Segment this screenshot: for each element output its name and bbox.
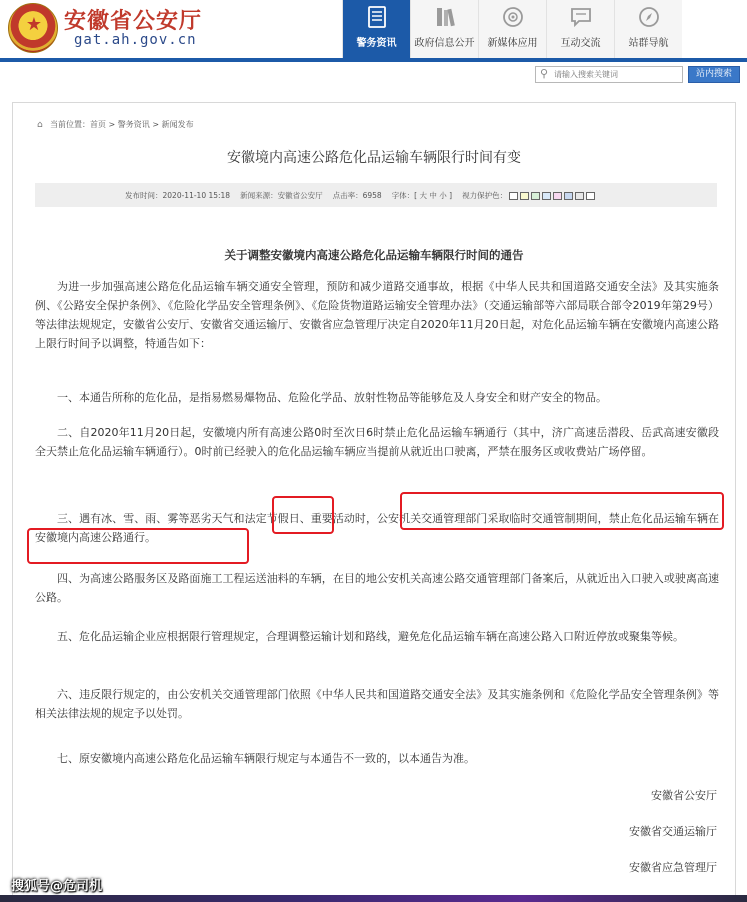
chat-bubble-icon — [569, 5, 593, 29]
nav-item-new-media[interactable] — [478, 0, 546, 58]
nav-item-interaction[interactable] — [546, 0, 614, 58]
nav-label: 站群导航 — [628, 38, 669, 49]
nav-item-site-nav[interactable] — [614, 0, 682, 58]
media-circle-icon — [501, 5, 525, 29]
signature-public-security: 安徽省公安厅 — [651, 789, 717, 802]
signature-transport: 安徽省交通运输厅 — [629, 825, 717, 838]
eye-protect-label: 视力保护色： — [462, 191, 508, 200]
breadcrumb-prefix: 当前位置： — [50, 120, 90, 129]
notice-title: 关于调整安徽境内高速公路危化品运输车辆限行时间的通告 — [224, 248, 524, 262]
watermark-text: 搜狐号@危司机 — [11, 879, 103, 894]
article-title: 安徽境内高速公路危化品运输车辆限行时间有变 — [227, 150, 521, 166]
police-emblem-logo[interactable] — [8, 3, 58, 53]
breadcrumb — [37, 119, 194, 130]
color-swatch[interactable] — [542, 192, 551, 200]
color-swatch[interactable] — [586, 192, 595, 200]
star-icon: ★ — [25, 14, 43, 35]
search-icon: ⚲ — [540, 67, 549, 80]
main-nav — [342, 0, 682, 58]
article-paragraph-7: 七、原安徽境内高速公路危化品运输车辆限行规定与本通告不一致的，以本通告为准。 — [57, 752, 475, 765]
breadcrumb-path[interactable]: 首页 > 警务资讯 > 新闻发布 — [90, 120, 194, 129]
publish-time: 发布时间：2020-11-10 15:18 — [125, 191, 231, 200]
color-swatch[interactable] — [575, 192, 584, 200]
header-divider — [0, 58, 747, 62]
signature-emergency: 安徽省应急管理厅 — [629, 861, 717, 874]
nav-label: 警务资讯 — [356, 38, 397, 49]
article-meta-bar — [35, 183, 717, 207]
books-icon — [433, 5, 457, 29]
font-size-switcher[interactable]: 字体：[ 大 中 小 ] — [391, 191, 453, 200]
news-document-icon — [365, 5, 389, 29]
highlight-box-holiday — [272, 496, 334, 534]
nav-label: 政府信息公开 — [414, 38, 475, 49]
site-header — [0, 0, 747, 58]
article-paragraph-1: 一、本通告所称的危化品，是指易燃易爆物品、危险化学品、放射性物品等能够危及人身安全和财产安全的物品。 — [57, 391, 607, 404]
nav-item-gov-info[interactable] — [410, 0, 478, 58]
color-swatch[interactable] — [520, 192, 529, 200]
color-swatch[interactable] — [531, 192, 540, 200]
bottom-strip — [0, 895, 747, 902]
search-box[interactable] — [535, 66, 683, 83]
color-swatch[interactable] — [564, 192, 573, 200]
article-paragraph-intro: 为进一步加强高速公路危化品运输车辆交通安全管理，预防和减少道路交通事故，根据《中华人民共和国道路交通安全法》及其实施条例、《公路安全保护条例》、《危险化学品安全管理条例》、《危险货物道路运输安全管理办法》（交通运输部等六部局联合部令2019年第29号）等法律法规规定，安徽省公安厅、安徽省交通运输厅、安徽省应急管理厅决定自2020年11月20日起，对危化品运输车辆在安徽境内高速公路上限行时间予以调整，特通告如下： — [35, 280, 719, 350]
news-source: 新闻来源：安徽省公安厅 — [240, 191, 323, 200]
highlight-box-control-period — [400, 492, 724, 530]
article-paragraph-6: 六、违反限行规定的，由公安机关交通管理部门依照《中华人民共和国道路交通安全法》及其实施条例和《危险化学品安全管理条例》等相关法律法规的规定予以处罚。 — [35, 688, 719, 720]
search-input[interactable] — [554, 68, 680, 81]
article-paragraph-2: 二、自2020年11月20日起，安徽境内所有高速公路0时至次日6时禁止危化品运输车辆通行（其中，济广高速岳潜段、岳武高速安徽段全天禁止危化品运输车辆通行）。0时前已经驶入的危化品运输车辆应当提前从就近出口驶离，严禁在服务区或收费站广场停留。 — [35, 426, 719, 458]
compass-icon — [637, 5, 661, 29]
nav-label: 互动交流 — [560, 38, 601, 49]
nav-label: 新媒体应用 — [487, 38, 538, 49]
article-paragraph-4: 四、为高速公路服务区及路面施工工程运送油料的车辆，在目的地公安机关高速公路交通管理部门备案后，从就近出入口驶入或驶离高速公路。 — [35, 572, 719, 604]
article-paragraph-3: 三、遇有冰、雪、雨、雾等恶劣天气和法定节假日、重要活动时，公安机关交通管理部门采取临时交通管制期间，禁止危化品运输车辆在安徽境内高速公路通行。 — [35, 512, 719, 544]
site-name[interactable]: 安徽省公安厅 — [64, 8, 203, 34]
click-count: 点击率：6958 — [332, 191, 382, 200]
home-icon: ⌂ — [37, 120, 43, 130]
site-domain: gat.ah.gov.cn — [74, 32, 197, 48]
color-swatch[interactable] — [509, 192, 518, 200]
nav-item-police-news[interactable] — [342, 0, 410, 58]
highlight-box-ban — [27, 528, 249, 564]
site-search-button[interactable]: 站内搜索 — [688, 66, 740, 83]
article-paragraph-5: 五、危化品运输企业应根据限行管理规定，合理调整运输计划和路线，避免危化品运输车辆在高速公路入口附近停放或聚集等候。 — [57, 630, 684, 643]
color-swatch[interactable] — [553, 192, 562, 200]
